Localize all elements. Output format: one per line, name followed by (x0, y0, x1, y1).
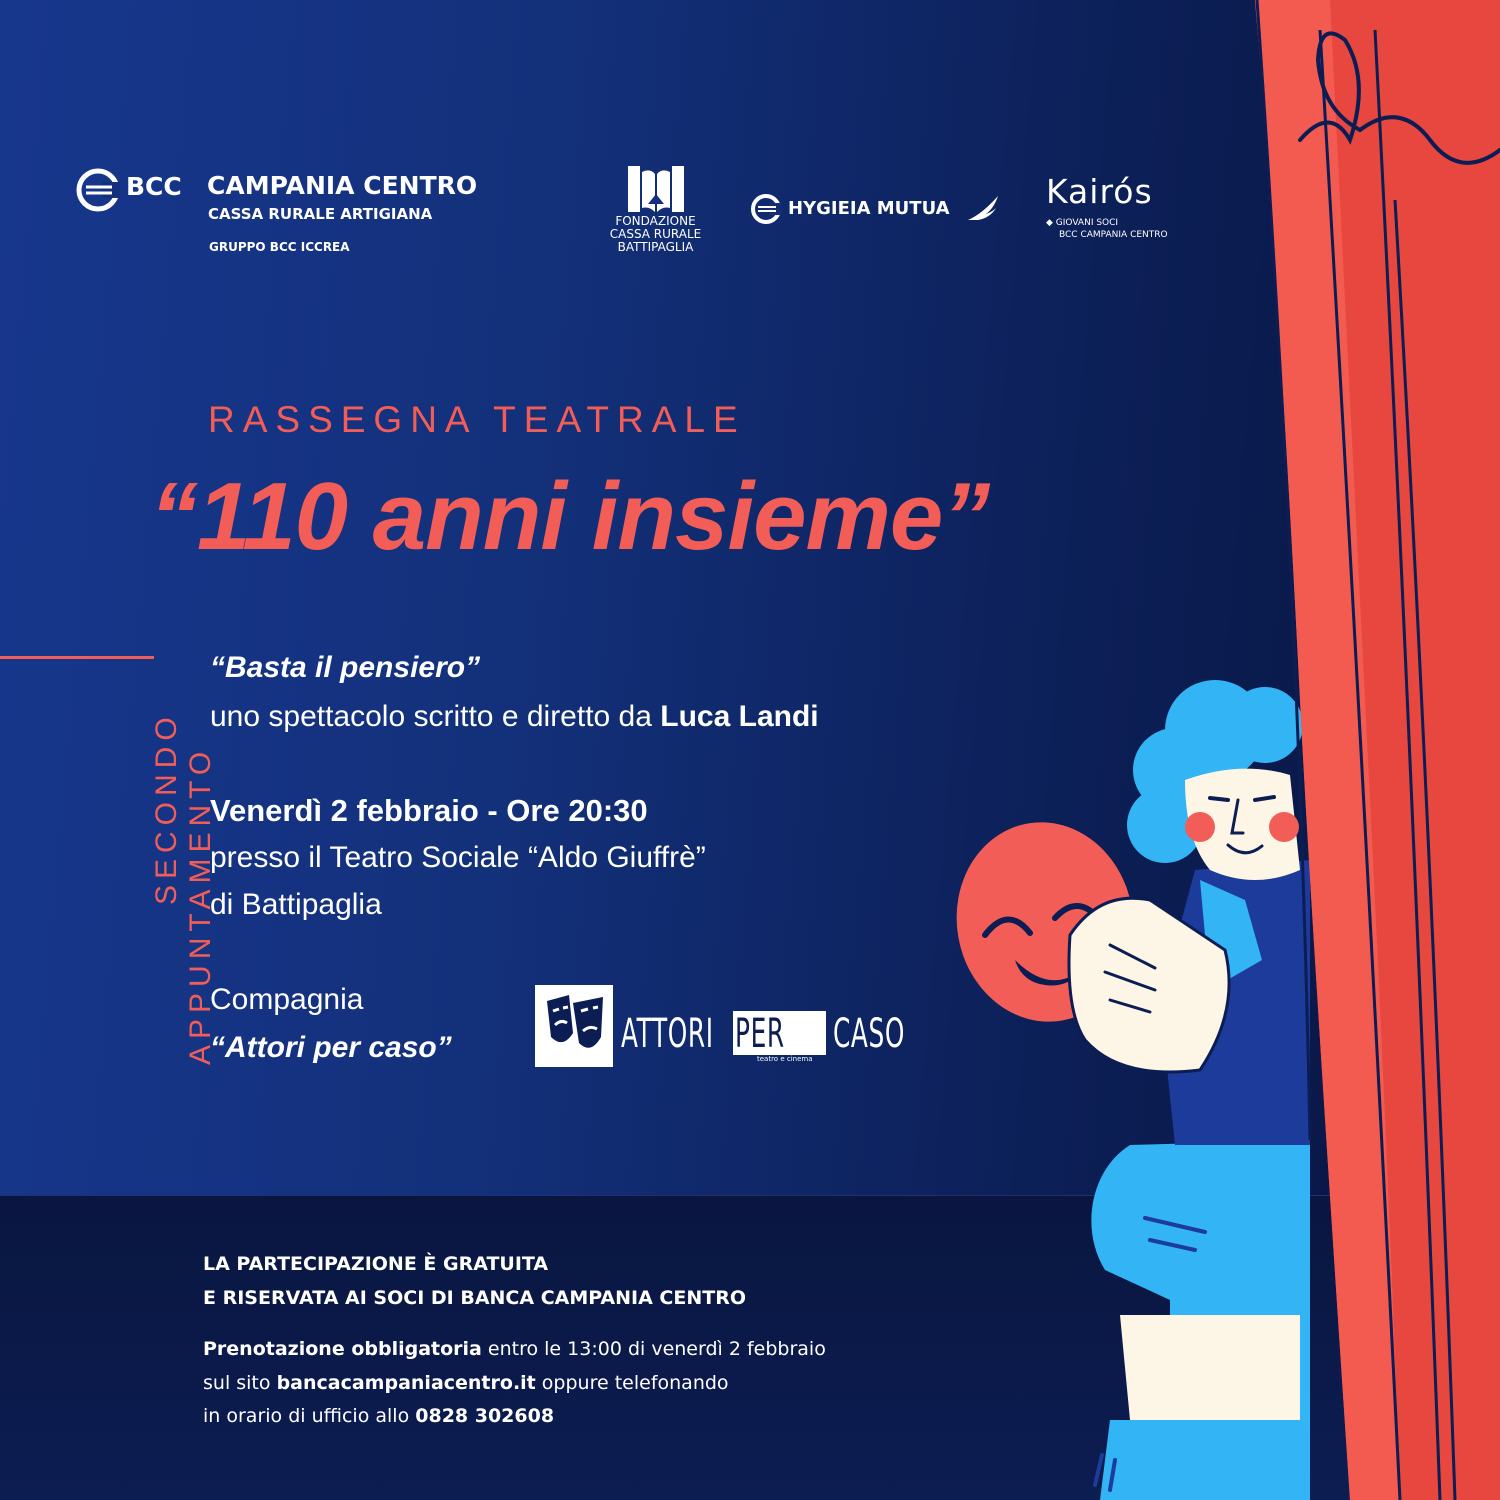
side-rule (0, 656, 154, 659)
website-link[interactable]: bancacampaniacentro.it (276, 1372, 536, 1394)
event-datetime: Venerdì 2 febbraio - Ore 20:30 (210, 793, 648, 828)
side-label-line-1: SECONDO (150, 711, 183, 905)
fondazione-logo (588, 164, 723, 259)
website-prefix: sul sito (203, 1372, 277, 1394)
footer-heading-2: E RISERVATA AI SOCI DI BANCA CAMPANIA CENTRO (203, 1287, 746, 1309)
bcc-word: BCC (126, 172, 182, 201)
book-building-icon (628, 164, 684, 212)
apc-word-per: PER (735, 1011, 785, 1057)
hygieia-c-icon (750, 193, 782, 225)
kairos-logo (1046, 172, 1186, 247)
bcc-name: CAMPANIA CENTRO (207, 171, 478, 200)
footer-phone-line (203, 1405, 554, 1427)
phone-number[interactable]: 0828 302608 (415, 1405, 555, 1427)
booking-required: Prenotazione obbligatoria (203, 1338, 482, 1360)
company-label: Compagnia (210, 983, 364, 1016)
apc-tagline: teatro e cinema (757, 1055, 813, 1063)
website-suffix: oppure telefonando (535, 1372, 729, 1394)
fondazione-line-3: BATTIPAGLIA (617, 240, 694, 254)
bcc-c-icon (76, 168, 120, 212)
company-name: “Attori per caso” (210, 1031, 452, 1064)
kairos-line-1: ◆ GIOVANI SOCI (1046, 218, 1119, 228)
show-description (210, 700, 819, 734)
apc-emblem-box (535, 985, 613, 1067)
phone-prefix: in orario di ufficio allo (203, 1405, 416, 1427)
kairos-title: Kairós (1046, 172, 1153, 211)
kairos-line-1-text: GIOVANI SOCI (1055, 218, 1119, 228)
hygieia-mutua-logo (750, 190, 1010, 230)
bcc-campania-centro-logo (76, 166, 536, 266)
venue-line-1: presso il Teatro Sociale “Aldo Giuffrè” (210, 841, 706, 874)
apc-word-attori: ATTORI (621, 1011, 714, 1057)
kairos-line-2: BCC CAMPANIA CENTRO (1059, 230, 1168, 240)
footer-booking-line (203, 1338, 826, 1360)
hygieia-name: HYGIEIA MUTUA (788, 198, 950, 219)
fondazione-line-2: CASSA RURALE (609, 227, 702, 241)
footer-website-line (203, 1372, 729, 1394)
theatre-masks-icon (543, 993, 607, 1059)
wing-icon (966, 194, 1000, 222)
bcc-subtitle: CASSA RURALE ARTIGIANA (208, 205, 433, 223)
side-label (150, 711, 218, 1065)
apc-word-caso: CASO (833, 1011, 906, 1057)
side-label-line-2: APPUNTAMENTO (184, 745, 217, 1065)
eyebrow-title: RASSEGNA TEATRALE (208, 399, 746, 440)
show-title: “Basta il pensiero” (210, 651, 481, 684)
headline: “110 anni insieme” (150, 463, 990, 570)
fondazione-line-1: FONDAZIONE (615, 214, 696, 228)
show-author: Luca Landi (660, 700, 819, 733)
attori-per-caso-logo (535, 985, 920, 1070)
venue-line-2: di Battipaglia (210, 888, 382, 921)
bcc-group: GRUPPO BCC ICCREA (209, 240, 350, 254)
footer-heading-1: LA PARTECIPAZIONE È GRATUITA (203, 1253, 549, 1275)
show-description-prefix: uno spettacolo scritto e diretto da (210, 700, 661, 733)
booking-deadline: entro le 13:00 di venerdì 2 febbraio (481, 1338, 826, 1360)
